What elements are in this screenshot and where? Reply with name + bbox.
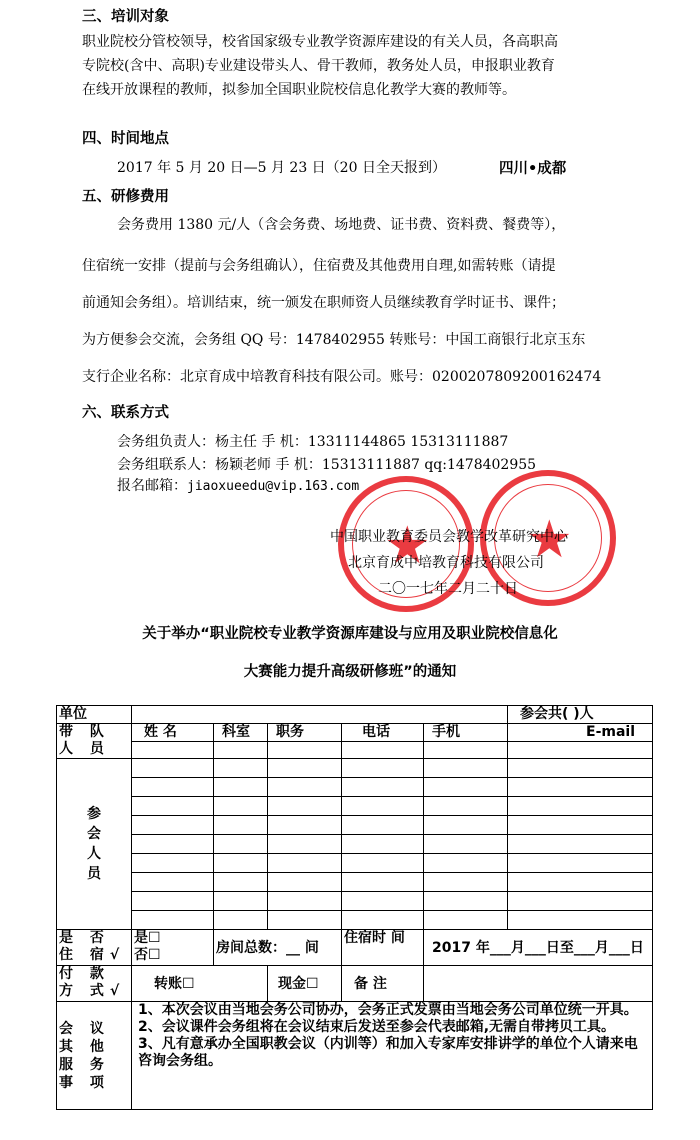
email-address: jiaoxueedu@vip.163.com xyxy=(187,479,360,494)
participant-cell[interactable] xyxy=(268,892,342,911)
participant-cell[interactable] xyxy=(132,892,214,911)
participant-cell[interactable] xyxy=(214,797,268,816)
participant-cell[interactable] xyxy=(508,835,653,854)
participant-cell[interactable] xyxy=(508,873,653,892)
section-heading-5: 五、研修费用 xyxy=(82,189,169,205)
participant-cell[interactable] xyxy=(508,797,653,816)
email-row xyxy=(117,475,359,495)
leader-name-cell[interactable] xyxy=(132,742,214,759)
participant-cell[interactable] xyxy=(342,892,424,911)
leader-dept-cell[interactable] xyxy=(214,742,268,759)
participant-cell[interactable] xyxy=(132,778,214,797)
section-heading-4: 四、时间地点 xyxy=(82,131,169,147)
form-title-line-1: 关于举办“职业院校专业教学资源库建设与应用及职业院校信息化 xyxy=(142,626,558,642)
lodging-label: 是 否 住 宿√ xyxy=(57,930,132,966)
participant-cell[interactable] xyxy=(508,911,653,930)
participant-cell[interactable] xyxy=(268,797,342,816)
leader-email-cell[interactable] xyxy=(508,742,653,759)
other-services-content xyxy=(132,1002,653,1110)
remark-field[interactable] xyxy=(424,966,653,1002)
seal-star-icon: ★ xyxy=(384,516,431,576)
participant-cell[interactable] xyxy=(214,873,268,892)
section-3-line-2: 专院校(含中、高职)专业建设带头人、骨干教师，教务处人员，申报职业教育 xyxy=(82,58,555,74)
seal-star-icon: ★ xyxy=(526,510,573,570)
participant-cell[interactable] xyxy=(508,759,653,778)
participant-cell[interactable] xyxy=(132,854,214,873)
participant-cell[interactable] xyxy=(342,816,424,835)
participant-cell[interactable] xyxy=(214,778,268,797)
email-label: 报名邮箱： xyxy=(117,478,187,494)
fee-line-3: 前通知会务组）。培训结束，统一颁发在职师资人员继续教育学时证书、课件； xyxy=(82,295,565,311)
participant-cell[interactable] xyxy=(508,778,653,797)
stay-time-field[interactable]: 2017 年___月___日至___月___日 xyxy=(424,930,653,966)
participant-cell[interactable] xyxy=(132,759,214,778)
participant-cell[interactable] xyxy=(268,854,342,873)
header-name: 姓 名 xyxy=(132,724,214,742)
signature-org-1: 中国职业教育委员会教学改革研究中心 xyxy=(330,529,568,545)
section-3-line-3: 在线开放课程的教师，拟参加全国职业院校信息化教学大赛的教师等。 xyxy=(82,82,516,98)
participant-cell[interactable] xyxy=(268,873,342,892)
leader-label: 带 队 人 员 xyxy=(57,724,132,759)
leader-position-cell[interactable] xyxy=(268,742,342,759)
header-mobile: 手机 xyxy=(424,724,508,742)
participant-cell[interactable] xyxy=(132,797,214,816)
participant-cell[interactable] xyxy=(214,835,268,854)
participant-cell[interactable] xyxy=(268,759,342,778)
participant-cell[interactable] xyxy=(342,797,424,816)
participant-cell[interactable] xyxy=(424,854,508,873)
participant-cell[interactable] xyxy=(268,816,342,835)
participant-cell[interactable] xyxy=(342,759,424,778)
fee-line-4: 为方便参会交流，会务组 QQ 号：1478402955 转账号：中国工商银行北京玉东 xyxy=(82,332,586,348)
participant-cell[interactable] xyxy=(132,911,214,930)
payment-cash-checkbox[interactable]: 现金☐ xyxy=(268,966,342,1002)
fee-line-1: 会务费用 1380 元/人（含会务费、场地费、证书费、资料费、餐费等）， xyxy=(117,217,566,233)
lodging-yes-checkbox[interactable]: 是☐ xyxy=(134,930,161,946)
leader-mobile-cell[interactable] xyxy=(424,742,508,759)
participant-cell[interactable] xyxy=(268,911,342,930)
form-title-line-2: 大赛能力提升高级研修班”的通知 xyxy=(243,664,457,680)
event-date: 2017 年 5 月 20 日—5 月 23 日（20 日全天报到） xyxy=(117,160,446,176)
header-email: E-mail xyxy=(508,724,653,742)
service-item-2: 2、会议课件会务组将在会议结束后发送至参会代表邮箱,无需自带拷贝工具。 xyxy=(138,1019,616,1035)
participant-cell[interactable] xyxy=(424,911,508,930)
participant-cell[interactable] xyxy=(424,892,508,911)
payment-transfer-checkbox[interactable]: 转账☐ xyxy=(132,966,268,1002)
contact-2: 会务组联系人：杨颖老师 手 机：15313111887 qq:1478402955 xyxy=(117,457,537,473)
lodging-options xyxy=(132,930,214,966)
participant-cell[interactable] xyxy=(424,759,508,778)
participant-cell[interactable] xyxy=(214,854,268,873)
participant-cell[interactable] xyxy=(214,911,268,930)
unit-field[interactable] xyxy=(132,706,508,724)
participant-cell[interactable] xyxy=(508,854,653,873)
registration-form xyxy=(56,705,653,1110)
participant-cell[interactable] xyxy=(214,816,268,835)
participant-cell[interactable] xyxy=(214,892,268,911)
fee-line-5: 支行企业名称：北京育成中培教育科技有限公司。账号：0200207809200162474 xyxy=(82,369,602,385)
participant-cell[interactable] xyxy=(132,873,214,892)
stay-time-label: 住宿时 间 xyxy=(342,930,424,966)
participant-cell[interactable] xyxy=(424,816,508,835)
participant-cell[interactable] xyxy=(342,778,424,797)
signature-org-2: 北京育成中培教育科技有限公司 xyxy=(348,555,544,571)
participant-cell[interactable] xyxy=(268,778,342,797)
service-item-1: 1、本次会议由当地会务公司协办，会务正式发票由当地会务公司单位统一开具。 xyxy=(138,1002,638,1018)
room-total-field[interactable]: 房间总数：__ 间 xyxy=(214,930,342,966)
participant-cell[interactable] xyxy=(342,873,424,892)
other-services-label: 会 议 其 他 服 务 事 项 xyxy=(57,1002,132,1110)
participant-cell[interactable] xyxy=(424,797,508,816)
participant-cell[interactable] xyxy=(508,892,653,911)
participant-cell[interactable] xyxy=(424,835,508,854)
section-heading-3: 三、培训对象 xyxy=(82,9,169,25)
participant-cell[interactable] xyxy=(268,835,342,854)
header-dept: 科室 xyxy=(214,724,268,742)
participants-label: 参 会 人 员 xyxy=(57,759,132,930)
header-phone: 电话 xyxy=(342,724,424,742)
leader-phone-cell[interactable] xyxy=(342,742,424,759)
participant-cell[interactable] xyxy=(424,778,508,797)
contact-1: 会务组负责人：杨主任 手 机：13311144865 15313111887 xyxy=(117,434,509,450)
payment-label: 付 款 方 式√ xyxy=(57,966,132,1002)
signature-date: 二〇一七年二月二十日 xyxy=(378,581,518,597)
participant-cell[interactable] xyxy=(342,835,424,854)
header-position: 职务 xyxy=(268,724,342,742)
participant-cell[interactable] xyxy=(132,835,214,854)
participant-cell[interactable] xyxy=(132,816,214,835)
fee-line-2: 住宿统一安排（提前与会务组确认），住宿费及其他费用自理,如需转账（请提 xyxy=(82,258,556,274)
participant-cell[interactable] xyxy=(342,854,424,873)
remark-label: 备 注 xyxy=(342,966,424,1002)
unit-label: 单位 xyxy=(57,706,132,724)
lodging-no-checkbox[interactable]: 否☐ xyxy=(134,947,161,963)
participant-cell[interactable] xyxy=(508,816,653,835)
event-place: 四川•成都 xyxy=(499,161,567,177)
attendees-total[interactable]: 参会共( )人 xyxy=(508,706,653,724)
participant-cell[interactable] xyxy=(342,911,424,930)
participant-cell[interactable] xyxy=(424,873,508,892)
section-heading-6: 六、联系方式 xyxy=(82,405,169,421)
service-item-3: 3、凡有意承办全国职教会议（内训等）和加入专家库安排讲学的单位个人请来电咨询会务组。 xyxy=(138,1036,638,1069)
participant-cell[interactable] xyxy=(214,759,268,778)
section-3-line-1: 职业院校分管校领导，校省国家级专业教学资源库建设的有关人员，各高职高 xyxy=(82,34,558,50)
